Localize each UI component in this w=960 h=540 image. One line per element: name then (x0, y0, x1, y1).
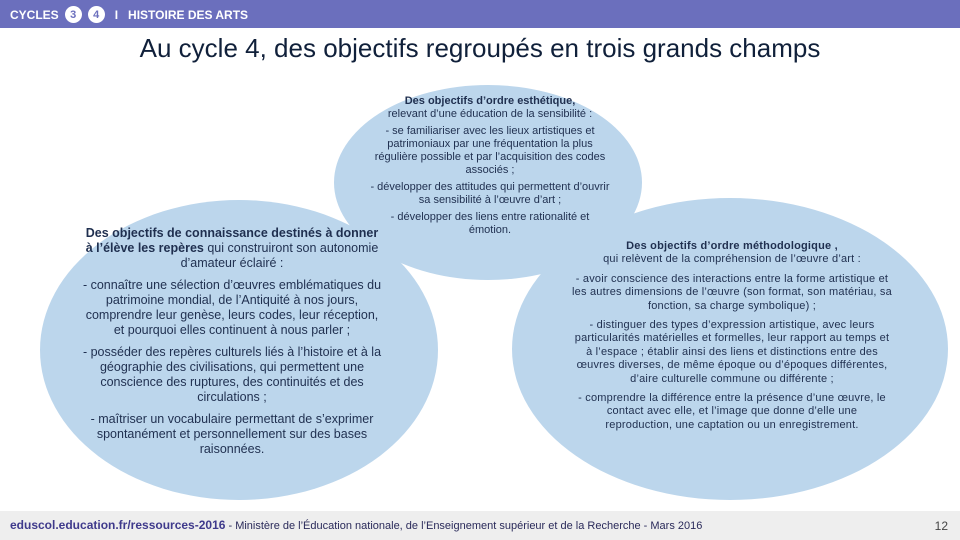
methodology-heading: Des objectifs d’ordre méthodologique , (626, 240, 838, 252)
methodology-item: - comprendre la différence entre la présence d’une œuvre, le contact avec elle, et l’image que donne d’elle une reproduction, une captation ou un enregistrement. (578, 392, 886, 431)
aesthetic-item: - se familiariser avec les lieux artistiques et patrimoniaux par une fréquentation la plus régulière possible et par l’acquisition des codes associés ; (374, 125, 606, 176)
knowledge-heading: Des objectifs de connaissance destinés à donner à l’élève les repères (85, 226, 379, 255)
methodology-item: - distinguer des types d’expression artistique, avec leurs particularités matérielles et formelles, leur rapport au temps et à l’espace ; établir ainsi des liens et distinctions entre des œuvres diverses, de même époque ou d’époques différentes, d’aire culturelle commune ou différente ; (574, 319, 890, 385)
banner-separator: I (114, 7, 119, 22)
knowledge-intro: qui construiront son autonomie d’amateur éclairé : (180, 241, 379, 270)
methodology-objectives-text (572, 240, 892, 438)
footer-brand-link[interactable]: eduscol.education.fr/ressources-2016 (10, 518, 226, 532)
aesthetic-heading: Des objectifs d’ordre esthétique, (404, 95, 576, 107)
cycles-label: CYCLES (10, 7, 59, 22)
banner-title (10, 6, 248, 23)
knowledge-item: - maîtriser un vocabulaire permettant de s’exprimer spontanément et personnellement sur des bases raisonnées. (90, 412, 374, 456)
knowledge-objectives-text (82, 226, 382, 464)
aesthetic-objectives-text (370, 95, 610, 241)
methodology-item: - avoir conscience des interactions entre la forme artistique et les autres dimensions de l’œuvre (son format, son matériau, sa fonction, sa charge symbolique) ; (572, 272, 892, 312)
footer-ministry-text: - Ministère de l’Éducation nationale, de l’Enseignement supérieur et de la Recherche - Mars 2016 (225, 520, 703, 532)
page-number: 12 (934, 519, 948, 533)
knowledge-item: - connaître une sélection d’œuvres emblématiques du patrimoine mondial, de l’Antiquité à nos jours, comprendre leur genèse, leurs codes, leur réception, et pourquoi elles continuent à nous parler ; (82, 278, 382, 337)
cycle-4-badge: 4 (88, 6, 105, 23)
methodology-intro: qui relèvent de la compréhension de l’œuvre d’art : (603, 253, 861, 266)
aesthetic-item: - développer des attitudes qui permettent d’ouvrir sa sensibilité à l’œuvre d’art ; (370, 181, 610, 206)
aesthetic-item: - développer des liens entre rationalité et émotion. (390, 211, 590, 236)
section-label: HISTOIRE DES ARTS (128, 7, 249, 22)
footer-bar (0, 511, 960, 540)
header-banner (0, 0, 960, 28)
slide-title: Au cycle 4, des objectifs regroupés en trois grands champs (139, 33, 821, 63)
cycle-3-badge: 3 (65, 6, 82, 23)
footer-credit (10, 518, 702, 532)
aesthetic-intro: relevant d’une éducation de la sensibilité : (387, 108, 593, 120)
knowledge-item: - posséder des repères culturels liés à l’histoire et à la géographie des civilisations, qui permettent une conscience des ruptures, des continuités et des circulations ; (82, 345, 382, 404)
